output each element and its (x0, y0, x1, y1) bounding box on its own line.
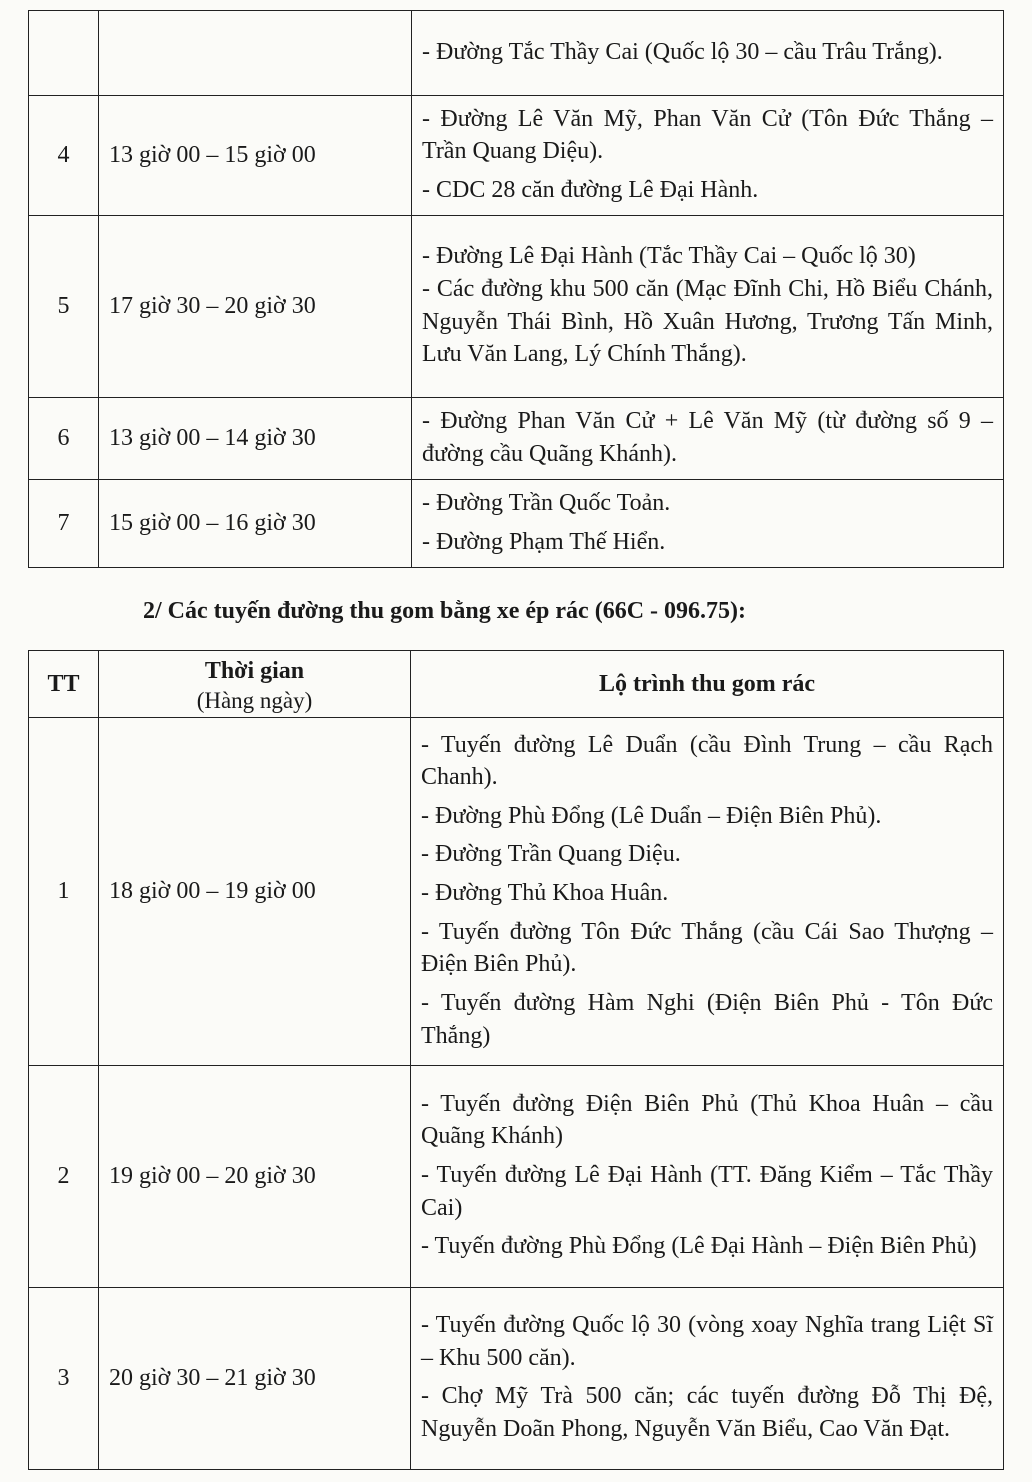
table-row (29, 96, 1004, 216)
header-time-label: Thời gian (204, 658, 305, 684)
time-cell: 17 giờ 30 – 20 giờ 30 (99, 216, 412, 398)
row-number: 5 (29, 216, 99, 398)
route-cell (412, 216, 1004, 398)
table-row (29, 480, 1004, 568)
time-cell: 13 giờ 00 – 15 giờ 00 (99, 96, 412, 216)
route-cell (412, 480, 1004, 568)
route-item: - Đường Trần Quang Diệu. (421, 841, 681, 868)
route-cell (412, 398, 1004, 480)
route-item: - Đường Phạm Thế Hiển. (422, 528, 666, 555)
row-number: 2 (29, 1065, 99, 1287)
row-number: 1 (29, 717, 99, 1065)
table-row (29, 216, 1004, 398)
schedule-table (28, 650, 1004, 1470)
row-number (29, 11, 99, 96)
route-item: - Đường Lê Văn Mỹ, Phan Văn Cử (Tôn Đức Thắng – Trần Quang Diệu). (422, 105, 993, 165)
time-cell: 15 giờ 00 – 16 giờ 30 (99, 480, 412, 568)
time-cell: 18 giờ 00 – 19 giờ 00 (99, 717, 411, 1065)
row-number: 6 (29, 398, 99, 480)
route-item: - Đường Phan Văn Cử + Lê Văn Mỹ (từ đường số 9 – đường cầu Quãng Khánh). (422, 407, 993, 467)
table-row (29, 398, 1004, 480)
table-row (29, 717, 1004, 1065)
route-cell (411, 1065, 1004, 1287)
route-item: - Tuyến đường Điện Biên Phủ (Thủ Khoa Huân – cầu Quãng Khánh) (421, 1090, 993, 1150)
route-item: - CDC 28 căn đường Lê Đại Hành. (422, 176, 759, 203)
route-item: - Đường Tắc Thầy Cai (Quốc lộ 30 – cầu Trâu Trắng). (422, 38, 943, 65)
route-item: - Đường Thủ Khoa Huân. (421, 880, 669, 907)
header-tt: TT (29, 651, 99, 718)
time-cell (99, 11, 412, 96)
time-cell: 13 giờ 00 – 14 giờ 30 (99, 398, 412, 480)
route-item: - Đường Phù Đổng (Lê Duẩn – Điện Biên Phủ). (421, 802, 882, 829)
row-number: 4 (29, 96, 99, 216)
route-cell (411, 717, 1004, 1065)
route-cell (411, 1287, 1004, 1469)
schedule-table-continued (28, 10, 1004, 568)
route-item: - Tuyến đường Tôn Đức Thắng (cầu Cái Sao Thượng – Điện Biên Phủ). (421, 918, 993, 978)
table-row (29, 1065, 1004, 1287)
route-item: - Tuyến đường Quốc lộ 30 (vòng xoay Nghĩa trang Liệt Sĩ – Khu 500 căn). (421, 1312, 993, 1371)
route-item: - Chợ Mỹ Trà 500 căn; các tuyến đường Đỗ Thị Đệ, Nguyễn Doãn Phong, Nguyễn Văn Biểu, Cao Văn Đạt. (421, 1383, 993, 1443)
section-heading: 2/ Các tuyến đường thu gom bằng xe ép rác (66C - 096.75): (143, 598, 747, 624)
route-item: - Đường Trần Quốc Toản. (422, 489, 671, 516)
time-cell: 19 giờ 00 – 20 giờ 30 (99, 1065, 411, 1287)
route-cell (412, 11, 1004, 96)
route-item: - Đường Lê Đại Hành (Tắc Thầy Cai – Quốc lộ 30) (422, 243, 916, 270)
header-time-sub: (Hàng ngày) (196, 687, 313, 713)
table-row (29, 1287, 1004, 1469)
route-item: - Tuyến đường Hàm Nghi (Điện Biên Phủ - Tôn Đức Thắng) (421, 989, 993, 1049)
route-item: - Các đường khu 500 căn (Mạc Đĩnh Chi, Hồ Biểu Chánh, Nguyễn Thái Bình, Hồ Xuân Hương, Trương Tấn Minh, Lưu Văn Lang, Lý Chính Thắng). (422, 275, 993, 368)
header-time (99, 651, 411, 718)
table-header-row (29, 651, 1004, 718)
table-row (29, 11, 1004, 96)
row-number: 7 (29, 480, 99, 568)
row-number: 3 (29, 1287, 99, 1469)
route-cell (412, 96, 1004, 216)
route-item: - Tuyến đường Lê Duẩn (cầu Đình Trung – cầu Rạch Chanh). (421, 731, 993, 791)
route-item: - Tuyến đường Lê Đại Hành (TT. Đăng Kiểm – Tắc Thầy Cai) (421, 1162, 993, 1221)
time-cell: 20 giờ 30 – 21 giờ 30 (99, 1287, 411, 1469)
header-route: Lộ trình thu gom rác (411, 651, 1004, 718)
route-item: - Tuyến đường Phù Đổng (Lê Đại Hành – Điện Biên Phủ) (421, 1233, 977, 1260)
